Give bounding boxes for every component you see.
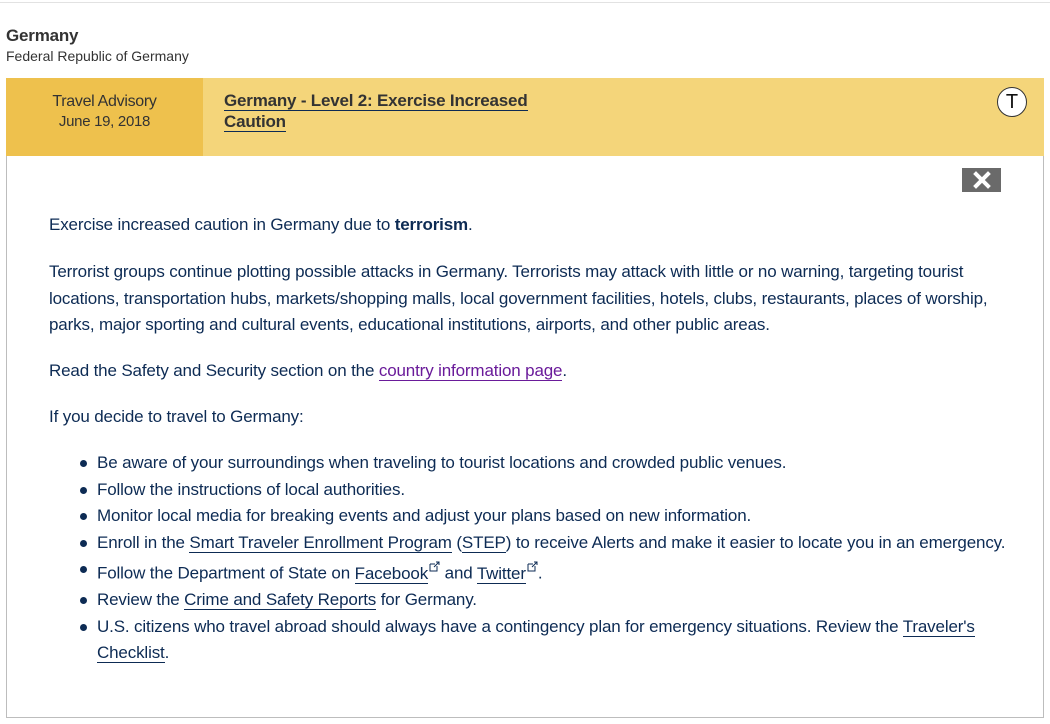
close-icon (973, 171, 991, 189)
list-item-text: U.S. citizens who travel abroad should always have a contingency plan for emergency situations. Review the (97, 616, 903, 636)
country-header (6, 26, 189, 66)
advisory-banner (6, 78, 1044, 156)
bullet-icon (80, 540, 87, 547)
travel-intro-paragraph: If you decide to travel to Germany: (49, 407, 304, 426)
advisory-title[interactable] (224, 90, 544, 132)
summary-end: . (468, 215, 473, 234)
terrorism-paragraph: Terrorist groups continue plotting possible attacks in Germany. Terrorists may attack with little or no warning, targeting tourist locations, transportation hubs, markets/shopping malls, local government facilities, hotels, clubs, restaurants, places of worship, parks, major sporting and cultural events, educational institutions, airports, and other public areas. (49, 262, 988, 334)
advisory-date: June 19, 2018 (58, 113, 151, 130)
list-item-text: and (440, 563, 477, 583)
bullet-icon (80, 624, 87, 631)
bullet-icon (80, 566, 87, 573)
recommendations-list (97, 450, 1009, 667)
list-item-text: ( (451, 532, 462, 552)
threat-keyword: terrorism (394, 215, 469, 234)
crime-safety-reports-link[interactable]: Crime and Safety Reports (184, 590, 377, 610)
advisory-title-line1[interactable]: Germany - Level 2: Exercise Increased (224, 91, 528, 110)
list-item-text: Monitor local media for breaking events and adjust your plans based on new information. (97, 506, 752, 525)
external-link-icon (527, 563, 538, 575)
list-item (97, 503, 1009, 530)
facebook-link[interactable]: Facebook (354, 563, 429, 583)
list-item-text: for Germany. (376, 590, 477, 610)
bullet-icon (80, 487, 87, 494)
list-item (97, 587, 1009, 614)
advisory-label: Travel Advisory (52, 93, 157, 110)
list-item (97, 450, 1009, 477)
external-link-icon (429, 563, 440, 575)
list-item-text: Be aware of your surroundings when traveling to tourist locations and crowded public venues. (97, 453, 787, 472)
list-item (97, 477, 1009, 504)
terrorism-indicator-badge[interactable]: T (997, 87, 1027, 117)
step-link[interactable]: STEP (461, 532, 506, 552)
travelers-checklist-link[interactable]: Traveler's Checklist (97, 616, 975, 663)
safety-paragraph (49, 358, 567, 385)
list-item-text: . (537, 563, 543, 583)
advisory-date-block (6, 78, 203, 156)
safety-text: Read the Safety and Security section on the (49, 361, 379, 380)
smart-traveler-link[interactable]: Smart Traveler Enrollment Program (189, 532, 452, 552)
country-official-name: Federal Republic of Germany (6, 48, 189, 64)
list-item-text: Follow the Department of State on (97, 563, 355, 583)
list-item-text: Review the (97, 590, 185, 610)
country-information-link[interactable]: country information page (378, 361, 563, 380)
twitter-link[interactable]: Twitter (476, 563, 526, 583)
top-divider (0, 2, 1050, 3)
list-item (97, 556, 1009, 587)
bullet-icon (80, 513, 87, 520)
summary-text: Exercise increased caution in Germany due to (49, 215, 395, 234)
list-item (97, 614, 1009, 667)
advisory-title-line2[interactable]: Caution (224, 112, 286, 131)
country-name: Germany (6, 26, 79, 45)
list-item-text: . (164, 643, 170, 663)
list-item-text: ) to receive Alerts and make it easier to locate you in an emergency. (505, 532, 1006, 552)
list-item (97, 530, 1009, 557)
bullet-icon (80, 460, 87, 467)
safety-end: . (562, 361, 567, 380)
list-item-text: Enroll in the (97, 532, 190, 552)
list-item-text: Follow the instructions of local authorities. (97, 479, 405, 499)
close-button[interactable] (962, 168, 1001, 192)
summary-paragraph (49, 212, 473, 239)
